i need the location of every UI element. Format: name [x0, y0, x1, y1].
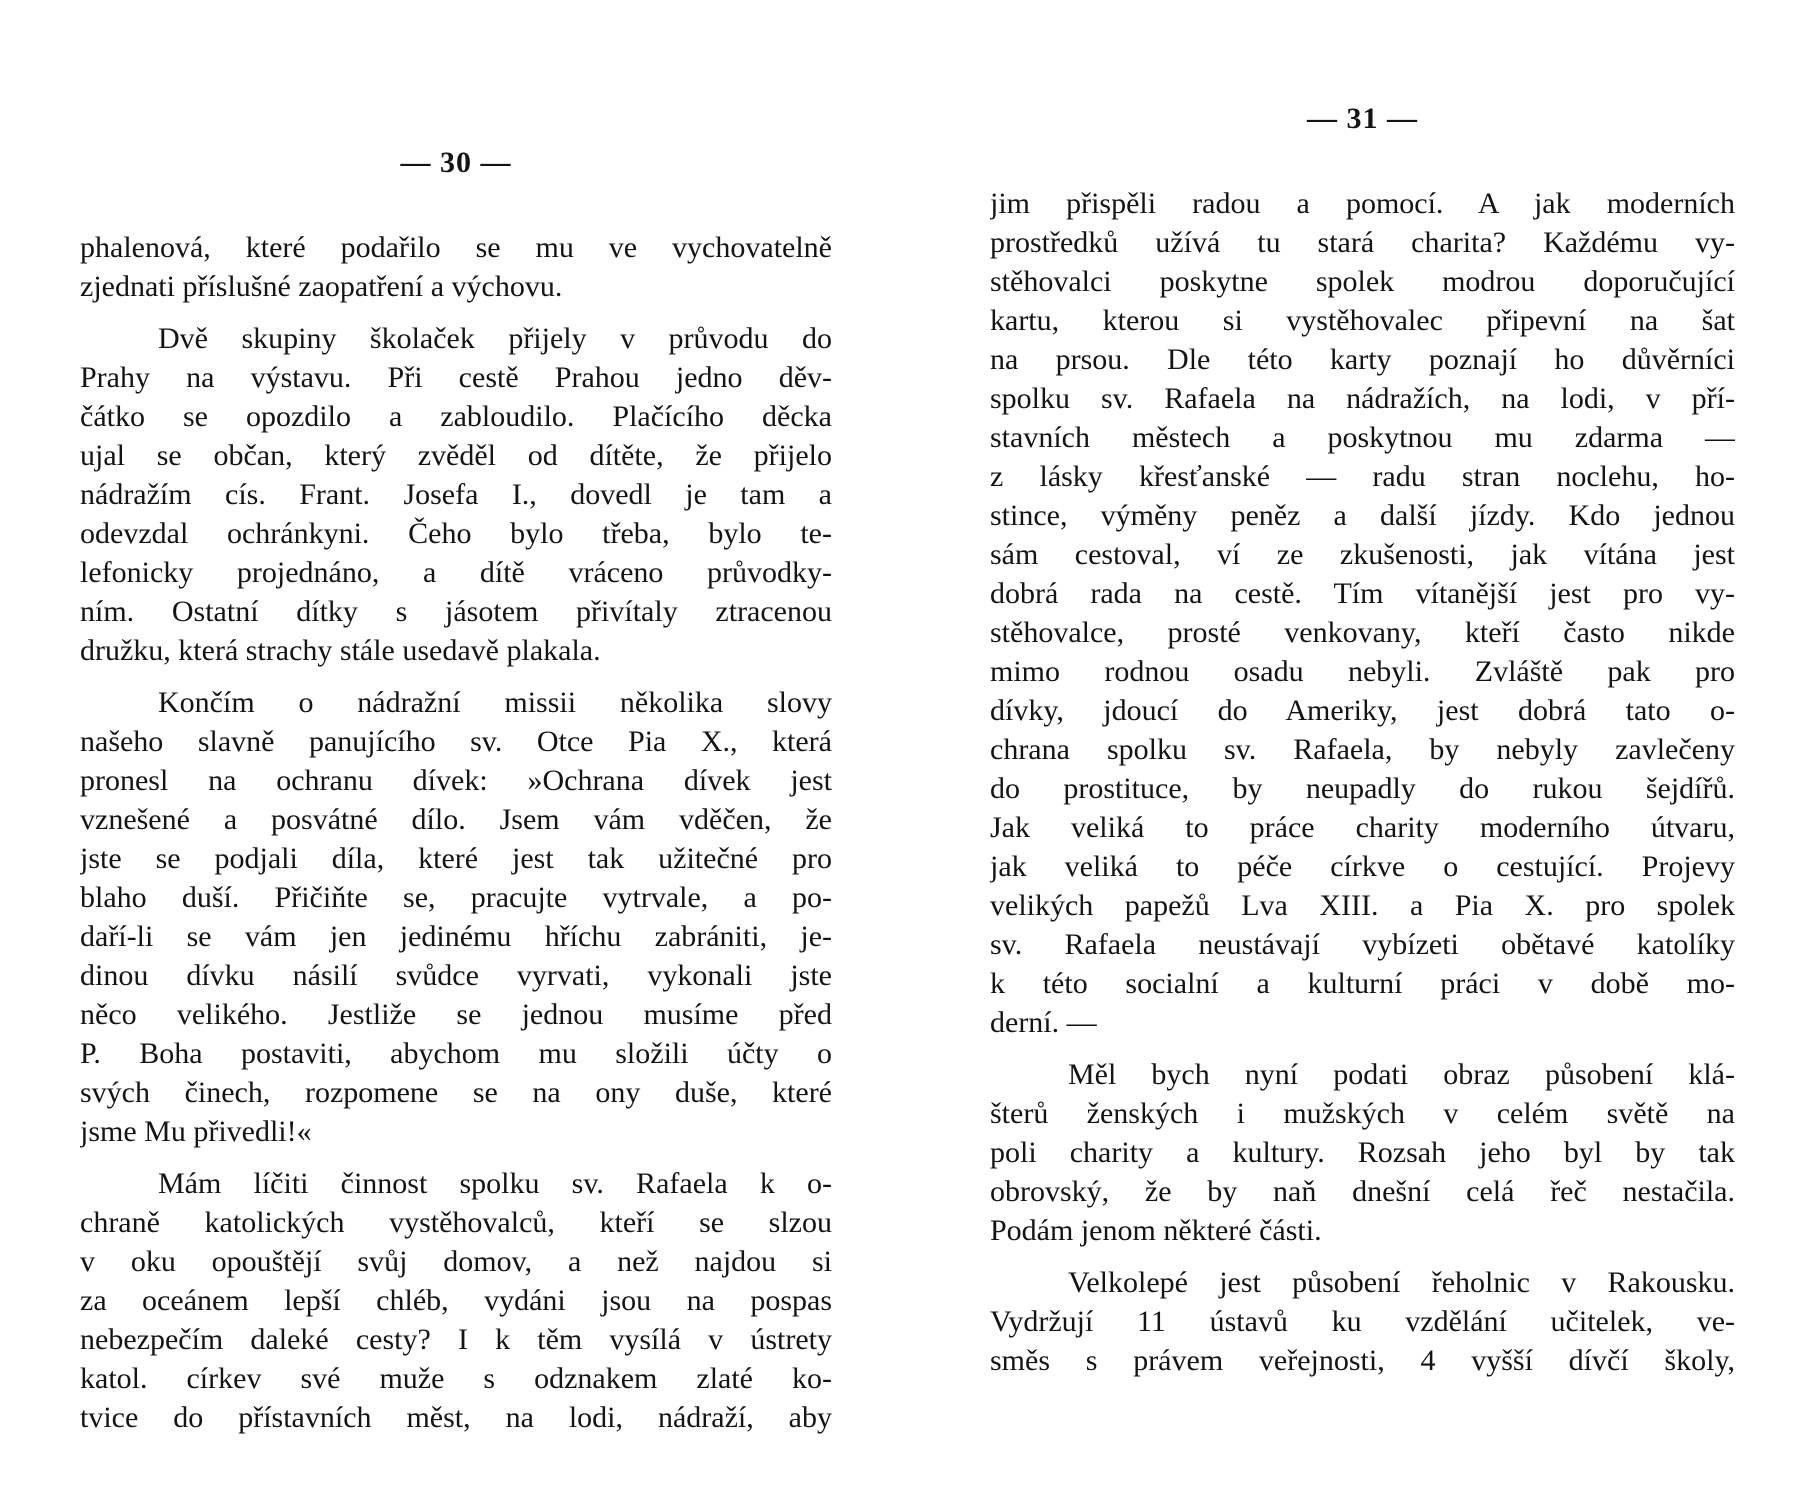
text-line: odevzdal ochránkyni. Čeho bylo třeba, bylo te- — [80, 517, 832, 550]
text-line: Velkolepé jest působení řeholnic v Rakousku. — [1068, 1266, 1735, 1299]
text-line: spolku sv. Rafaela na nádražích, na lodi, v pří- — [990, 382, 1735, 415]
text-line: daří-li se vám jen jedinému hříchu zabrániti, je- — [80, 920, 832, 953]
text-line: do prostituce, by neupadly do rukou šejdířů. — [990, 772, 1735, 805]
text-line: derní. — — [990, 1006, 1097, 1039]
text-line: ujal se občan, který zvěděl od dítěte, že přijelo — [80, 439, 832, 472]
text-line: něco velikého. Jestliže se jednou musíme před — [80, 998, 832, 1031]
text-line: Měl bych nyní podati obraz působení klá- — [1068, 1058, 1735, 1091]
text-line: čátko se opozdilo a zabloudilo. Plačícího děcka — [80, 400, 832, 433]
text-line: stěhovalce, prosté venkovany, kteří často nikde — [990, 616, 1735, 649]
text-line: našeho slavně panujícího sv. Otce Pia X., která — [80, 725, 832, 758]
text-line: jste se podjali díla, které jest tak užitečné pro — [80, 842, 832, 875]
text-line: dobrá rada na cestě. Tím vítanější jest pro vy- — [990, 577, 1735, 610]
text-line: katol. církev své muže s odznakem zlaté ko- — [80, 1362, 832, 1395]
text-line: nádražím cís. Frant. Josefa I., dovedl je tam a — [80, 478, 832, 511]
text-line: lefonicky projednáno, a dítě vráceno průvodky- — [80, 556, 832, 589]
text-line: na prsou. Dle této karty poznají ho důvěrníci — [990, 343, 1735, 376]
text-line: stince, výměny peněz a další jízdy. Kdo jednou — [990, 499, 1735, 532]
text-line: Vydržují 11 ústavů ku vzdělání učitelek, ve- — [990, 1305, 1735, 1338]
text-line: jsme Mu přivedli!« — [80, 1115, 312, 1148]
text-line: pronesl na ochranu dívek: »Ochrana dívek jest — [80, 764, 832, 797]
text-line: dívky, jdoucí do Ameriky, jest dobrá tato o- — [990, 694, 1735, 727]
text-line: Končím o nádražní missii několika slovy — [158, 686, 832, 719]
text-line: směs s právem veřejnosti, 4 vyšší dívčí školy, — [990, 1344, 1735, 1377]
text-line: tvice do přístavních měst, na lodi, nádraží, aby — [80, 1401, 832, 1434]
text-line: ním. Ostatní dítky s jásotem přivítaly ztracenou — [80, 595, 832, 628]
text-line: v oku opouštějí svůj domov, a než najdou si — [80, 1245, 832, 1278]
text-line: chrana spolku sv. Rafaela, by nebyly zavlečeny — [990, 733, 1735, 766]
page-text — [990, 184, 1735, 1380]
text-line: stěhovalci poskytne spolek modrou doporučující — [990, 265, 1735, 298]
page-number: — 30 — — [400, 146, 512, 179]
page-text — [80, 228, 832, 1437]
text-line: chraně katolických vystěhovalců, kteří se slzou — [80, 1206, 832, 1239]
text-line: phalenová, které podařilo se mu ve vychovatelně — [80, 231, 832, 264]
text-line: svých činech, rozpomene se na ony duše, které — [80, 1076, 832, 1109]
text-line: nebezpečím daleké cesty? I k těm vysílá v ústrety — [80, 1323, 832, 1356]
text-line: blaho duší. Přičiňte se, pracujte vytrvale, a po- — [80, 881, 832, 914]
text-line: z lásky křesťanské — radu stran noclehu, ho- — [990, 460, 1735, 493]
text-line: jak veliká to péče církve o cestující. Projevy — [990, 850, 1735, 883]
text-line: za oceánem lepší chléb, vydáni jsou na pospas — [80, 1284, 832, 1317]
text-line: velikých papežů Lva XIII. a Pia X. pro spolek — [990, 889, 1735, 922]
text-line: Podám jenom některé části. — [990, 1214, 1322, 1247]
text-line: Mám líčiti činnost spolku sv. Rafaela k o- — [158, 1167, 832, 1200]
text-line: šterů ženských i mužských v celém světě na — [990, 1097, 1735, 1130]
text-line: družku, která strachy stále usedavě plakala. — [80, 634, 601, 667]
text-line: poli charity a kultury. Rozsah jeho byl by tak — [990, 1136, 1735, 1169]
text-line: vznešené a posvátné dílo. Jsem vám vděčen, že — [80, 803, 832, 836]
text-line: stavních městech a poskytnou mu zdarma — — [990, 421, 1735, 454]
text-line: sám cestoval, ví ze zkušenosti, jak vítána jest — [990, 538, 1735, 571]
text-line: Jak veliká to práce charity moderního útvaru, — [990, 811, 1735, 844]
text-line: mimo rodnou osadu nebyli. Zvláště pak pro — [990, 655, 1735, 688]
text-line: dinou dívku násilí svůdce vyrvati, vykonali jste — [80, 959, 832, 992]
text-line: Dvě skupiny školaček přijely v průvodu do — [158, 322, 832, 355]
text-line: P. Boha postaviti, abychom mu složili účty o — [80, 1037, 832, 1070]
text-line: kartu, kterou si vystěhovalec připevní na šat — [990, 304, 1735, 337]
text-line: jim přispěli radou a pomocí. A jak moderních — [990, 187, 1735, 220]
text-line: sv. Rafaela neustávají vybízeti obětavé katolíky — [990, 928, 1735, 961]
text-line: Prahy na výstavu. Při cestě Prahou jedno děv- — [80, 361, 832, 394]
text-line: k této socialní a kulturní práci v době mo- — [990, 967, 1735, 1000]
text-line: prostředků užívá tu stará charita? Každému vy- — [990, 226, 1735, 259]
text-line: obrovský, že by naň dnešní celá řeč nestačila. — [990, 1175, 1735, 1208]
page-number: — 31 — — [1307, 102, 1418, 135]
text-line: zjednati příslušné zaopatření a výchovu. — [80, 270, 563, 303]
